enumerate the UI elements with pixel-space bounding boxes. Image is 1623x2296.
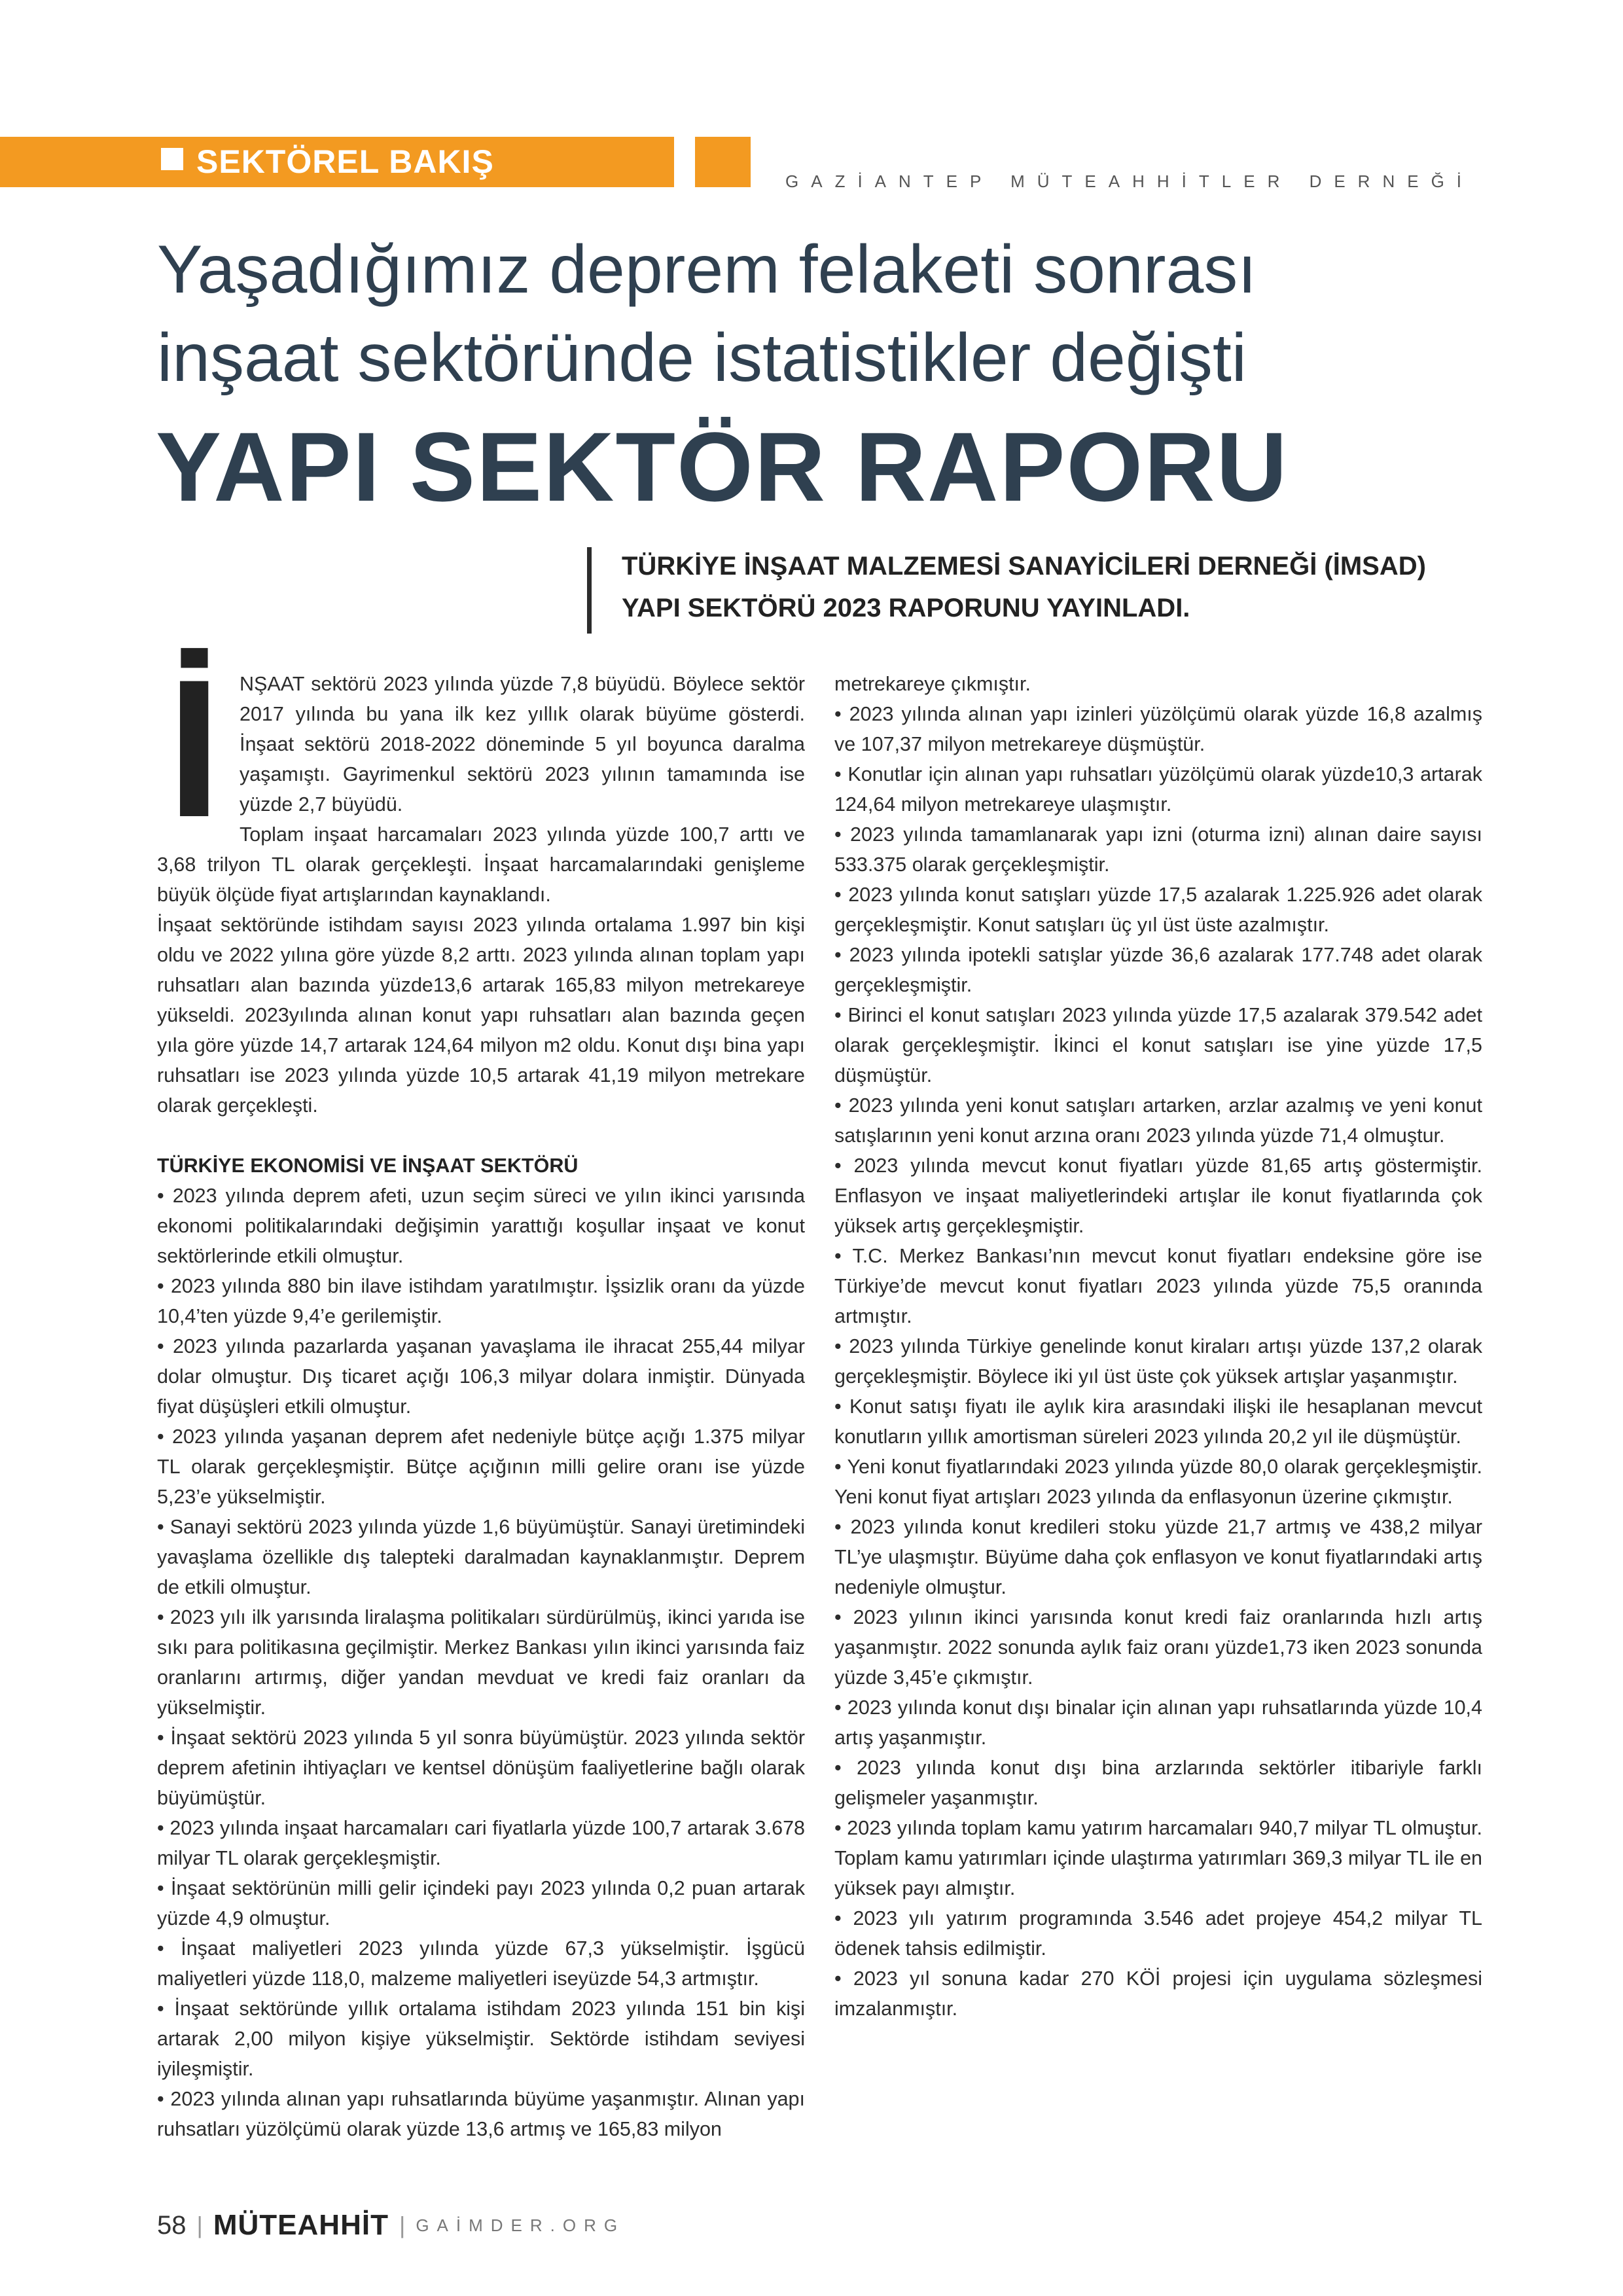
bullet-list-right xyxy=(834,669,1482,2024)
list-item: • 2023 yılı ilk yarısında liralaşma politikaları sürdürülmüş, ikinci yarıda ise sıkı para politikasına geçilmiştir. Merkez Bankası yılın ikinci yarısında faiz oranlarını artırmış, diğer yandan mevduat ve kredi faiz oranları da yükselmiştir. xyxy=(157,1606,805,1719)
drop-cap: İ xyxy=(167,638,222,858)
list-item: • Konutlar için alınan yapı ruhsatları yüzölçümü olarak yüzde10,3 artarak 124,64 milyon metrekareye ulaşmıştır. xyxy=(834,763,1482,816)
list-item: • 2023 yılında inşaat harcamaları cari fiyatlarla yüzde 100,7 artarak 3.678 milyar TL olarak gerçekleşmiştir. xyxy=(157,1817,805,1869)
page-footer xyxy=(157,2210,625,2240)
list-item: • 2023 yılında konut kredileri stoku yüzde 21,7 artmış ve 438,2 milyar TL’ye ulaşmıştır. Büyüme daha çok enflasyon ve konut fiyatlarındaki artış nedeniyle olmuştur. xyxy=(834,1516,1482,1598)
association-name: GAZİANTEP MÜTEAHHİTLER DERNEĞİ xyxy=(785,171,1474,191)
list-item: • Konut satışı fiyatı ile aylık kira arasındaki ilişki ile hesaplanan mevcut konutların yıllık amortisman süreleri 2023 yılında 20,2 yıl ile düşmüştür. xyxy=(834,1395,1482,1448)
subtitle-line-2: YAPI SEKTÖRÜ 2023 RAPORUNU YAYINLADI. xyxy=(622,594,1190,622)
list-item: • Sanayi sektörü 2023 yılında yüzde 1,6 büyümüştür. Sanayi üretimindeki yavaşlama özellikle dış talepteki daralmadan kaynaklanmıştır. Deprem de etkili olmuştur. xyxy=(157,1516,805,1598)
page-number: 58 xyxy=(157,2210,187,2240)
list-item: • 2023 yılında mevcut konut fiyatları yüzde 81,65 artış göstermiştir. Enflasyon ve inşaat maliyetlerindeki artışlar ile konut fiyatlarında çok yüksek artış gerçekleşmiştir. xyxy=(834,1155,1482,1237)
intro-paragraph-2: Toplam inşaat harcamaları 2023 yılında yüzde 100,7 arttı ve 3,68 trilyon TL olarak gerçekleşti. İnşaat harcamalarındaki genişleme büyük ölçüde fiyat artışlarından kaynaklandı. xyxy=(157,823,805,906)
article-title: YAPI SEKTÖR RAPORU xyxy=(156,412,1289,522)
footer-separator: | xyxy=(196,2212,203,2238)
headline-line-2: inşaat sektöründe istatistikler değişti xyxy=(157,320,1247,396)
list-item: • 2023 yılında konut dışı binalar için alınan yapı ruhsatlarında yüzde 10,4 artış yaşanmıştır. xyxy=(834,1696,1482,1749)
list-item: • 2023 yılında alınan yapı izinleri yüzölçümü olarak yüzde 16,8 azalmış ve 107,37 milyon metrekareye düşmüştür. xyxy=(834,703,1482,755)
section-label: SEKTÖREL BAKIŞ xyxy=(196,143,494,180)
list-item: • 2023 yılında 880 bin ilave istihdam yaratılmıştır. İşsizlik oranı da yüzde 10,4’ten yüzde 9,4’e gerilemiştir. xyxy=(157,1275,805,1327)
section-heading: TÜRKİYE EKONOMİSİ VE İNŞAAT SEKTÖRÜ xyxy=(157,1155,579,1177)
list-item: • 2023 yılında tamamlanarak yapı izni (oturma izni) alınan daire sayısı 533.375 olarak gerçekleşmiştir. xyxy=(834,823,1482,876)
list-item: • 2023 yılında alınan yapı ruhsatlarında büyüme yaşanmıştır. Alınan yapı ruhsatları yüzölçümü olarak yüzde 13,6 artmış ve 165,83 milyon xyxy=(157,2088,805,2140)
list-item: • Birinci el konut satışları 2023 yılında yüzde 17,5 azalarak 379.542 adet olarak gerçekleşmiştir. İkinci el konut satışları ise yine yüzde 17,5 düşmüştür. xyxy=(834,1004,1482,1086)
subtitle-rule xyxy=(587,547,592,634)
list-item: • 2023 yılında yeni konut satışları artarken, arzlar azalmış ve yeni konut satışlarının yeni konut arzına oranı 2023 yılında yüzde 71,4 olmuştur. xyxy=(834,1094,1482,1147)
list-item: • 2023 yılında ipotekli satışlar yüzde 36,6 azalarak 177.748 adet olarak gerçekleşmiştir. xyxy=(834,944,1482,996)
list-item: • İnşaat sektöründe yıllık ortalama istihdam 2023 yılında 151 bin kişi artarak 2,00 milyon kişiye yükselmiştir. Sektörde istihdam seviyesi iyileşmiştir. xyxy=(157,1998,805,2080)
article-column-right xyxy=(834,669,1482,2024)
list-item: • 2023 yıl sonuna kadar 270 KÖİ projesi için uygulama sözleşmesi imzalanmıştır. xyxy=(834,1967,1482,2020)
headline-line-1: Yaşadığımız deprem felaketi sonrası xyxy=(157,232,1257,308)
article-column-left xyxy=(157,669,805,2144)
list-item: • 2023 yılında deprem afeti, uzun seçim süreci ve yılın ikinci yarısında ekonomi politikalarındaki değişimin yarattığı koşullar inşaat ve konut sektörlerinde etkili olmuştur. xyxy=(157,1185,805,1267)
list-item: • Yeni konut fiyatlarındaki 2023 yılında yüzde 80,0 olarak gerçekleşmiştir. Yeni konut fiyat artışları 2023 yılında da enflasyonun üzerine çıkmıştır. xyxy=(834,1456,1482,1508)
magazine-name: MÜTEAHHİT xyxy=(213,2209,389,2241)
accent-square xyxy=(695,137,751,187)
website-link[interactable]: GAİMDER.ORG xyxy=(416,2215,626,2235)
footer-separator-2: | xyxy=(399,2212,406,2238)
list-item: • İnşaat sektörü 2023 yılında 5 yıl sonra büyümüştür. 2023 yılında sektör deprem afetinin ihtiyaçları ve kentsel dönüşüm faaliyetlerine bağlı olarak büyümüştür. xyxy=(157,1727,805,1809)
intro-paragraph-3: İnşaat sektöründe istihdam sayısı 2023 yılında ortalama 1.997 bin kişi oldu ve 2022 yılına göre yüzde 8,2 arttı. 2023 yılında alınan toplam yapı ruhsatları alan bazında yüzde13,6 artarak 165,83 milyon metrekareye yükseldi. 2023yılında alınan konut yapı ruhsatları alan bazında geçen yıla göre yüzde 14,7 artarak 124,64 milyon m2 oldu. Konut dışı bina yapı ruhsatları ise 2023 yılında yüzde 10,5 artarak 41,19 milyon metrekare olarak gerçekleşti. xyxy=(157,914,805,1117)
list-item: • 2023 yılında toplam kamu yatırım harcamaları 940,7 milyar TL olmuştur. Toplam kamu yatırımları içinde ulaştırma yatırımları 369,3 milyar TL ile en yüksek payı almıştır. xyxy=(834,1817,1482,1899)
article-subtitle xyxy=(622,545,1426,629)
list-item: • 2023 yılında yaşanan deprem afet nedeniyle bütçe açığı 1.375 milyar TL olarak gerçekleşmiştir. Bütçe açığının milli gelire oranı ise yüzde 5,23’e yükselmiştir. xyxy=(157,1426,805,1508)
list-item: • 2023 yılında konut satışları yüzde 17,5 azalarak 1.225.926 adet olarak gerçekleşmiştir. Konut satışları üç yıl üst üste azalmıştır. xyxy=(834,884,1482,936)
list-item: • İnşaat maliyetleri 2023 yılında yüzde 67,3 yükselmiştir. İşgücü maliyetleri yüzde 118,0, malzeme maliyetleri iseyüzde 54,3 artmıştır. xyxy=(157,1937,805,1990)
bullet-list-left xyxy=(157,1181,805,2144)
list-item: metrekareye çıkmıştır. xyxy=(834,673,1031,695)
list-item: • T.C. Merkez Bankası’nın mevcut konut fiyatları endeksine göre ise Türkiye’de mevcut konut fiyatları 2023 yılında yüzde 75,5 oranında artmıştır. xyxy=(834,1245,1482,1327)
list-item: • 2023 yılında pazarlarda yaşanan yavaşlama ile ihracat 255,44 milyar dolar olmuştur. Dış ticaret açığı 106,3 milyar dolara inmiştir. Dünyada fiyat düşüşleri etkili olmuştur. xyxy=(157,1335,805,1418)
list-item: • 2023 yılında Türkiye genelinde konut kiraları artışı yüzde 137,2 olarak gerçekleşmiştir. Böylece iki yıl üst üste çok yüksek artışlar yaşanmıştır. xyxy=(834,1335,1482,1388)
intro-paragraph-1: NŞAAT sektörü 2023 yılında yüzde 7,8 büyüdü. Böylece sektör 2017 yılında bu yana ilk kez yıllık olarak büyüme gösterdi. İnşaat sektörü 2018-2022 döneminde 5 yıl boyunca daralma yaşamıştı. Gayrimenkul sektörü 2023 yılının tamamında ise yüzde 2,7 büyüdü. xyxy=(240,673,805,816)
subtitle-line-1: TÜRKİYE İNŞAAT MALZEMESİ SANAYİCİLERİ DERNEĞİ (İMSAD) xyxy=(622,552,1426,581)
list-item: • 2023 yılında konut dışı bina arzlarında sektörler itibariyle farklı gelişmeler yaşanmıştır. xyxy=(834,1757,1482,1809)
section-bullet-icon xyxy=(161,148,183,170)
list-item: • 2023 yılının ikinci yarısında konut kredi faiz oranlarında hızlı artış yaşanmıştır. 2022 sonunda aylık faiz oranı yüzde1,73 iken 2023 sonunda yüzde 3,45’e çıkmıştır. xyxy=(834,1606,1482,1689)
list-item: • 2023 yılı yatırım programında 3.546 adet projeye 454,2 milyar TL ödenek tahsis edilmiştir. xyxy=(834,1907,1482,1960)
list-item: • İnşaat sektörünün milli gelir içindeki payı 2023 yılında 0,2 puan artarak yüzde 4,9 olmuştur. xyxy=(157,1877,805,1929)
